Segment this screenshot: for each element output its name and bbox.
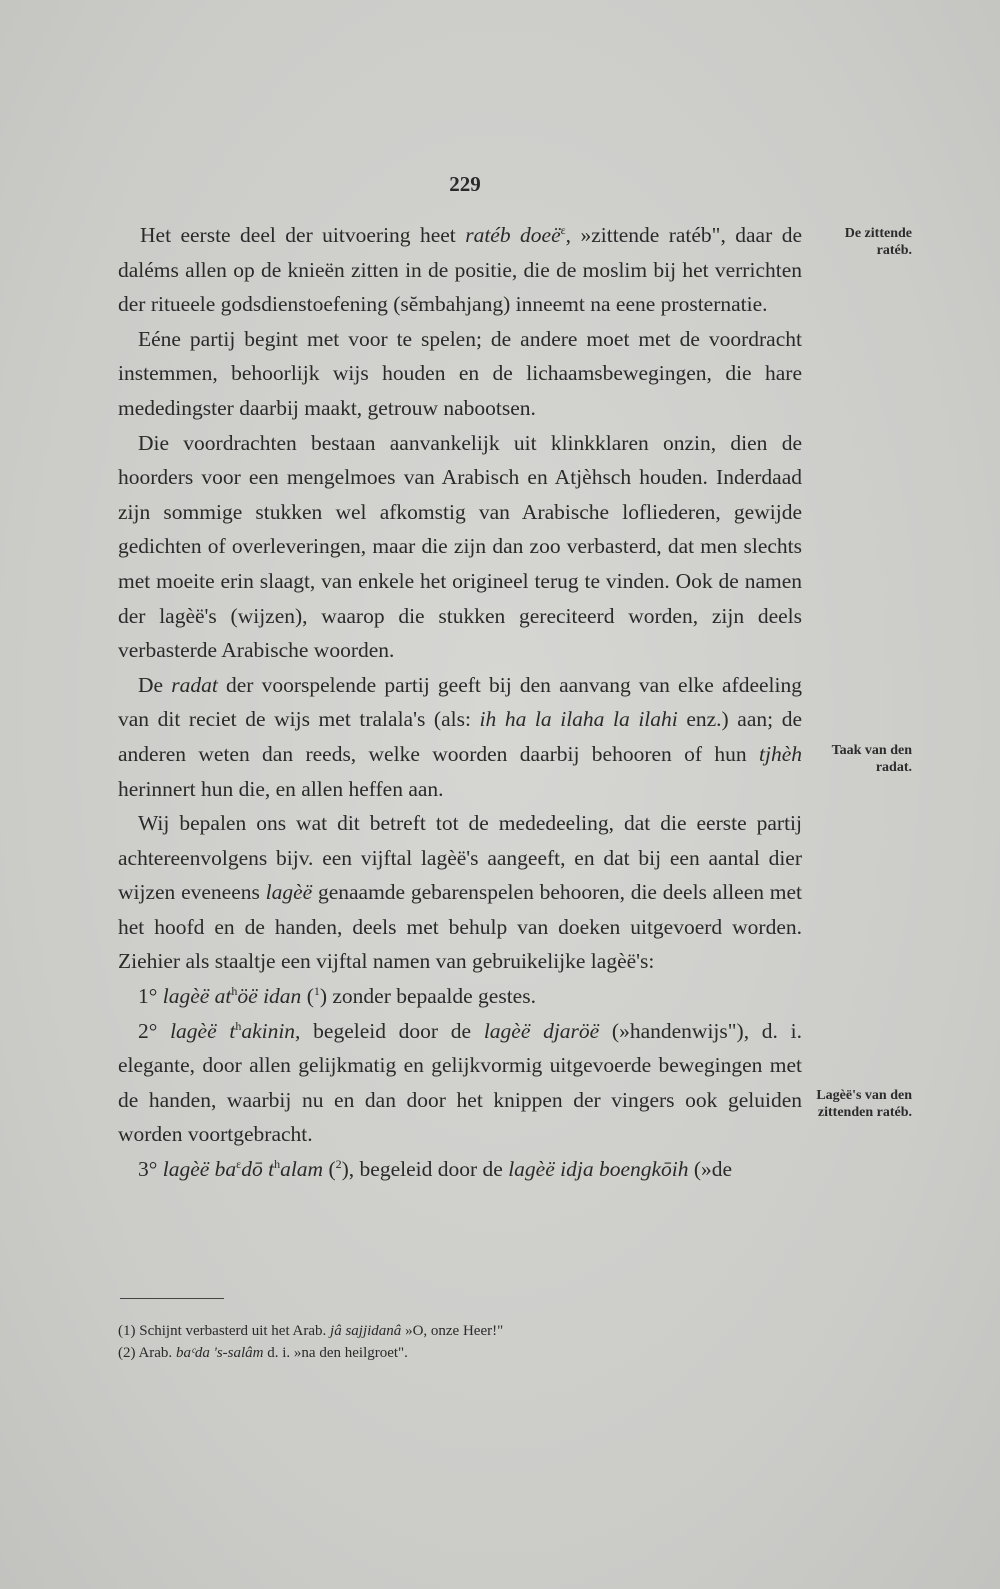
margin-note: Lagèë's van den zittenden ratéb. [816, 1088, 912, 1120]
list-item [118, 1014, 802, 1152]
margin-note: Taak van den radat. [831, 743, 912, 775]
text-run: ( [301, 984, 314, 1009]
paragraph [118, 218, 802, 322]
paragraph: Eéne partij begint met voor te spelen; de andere moet met de voordracht instemmen, behoorlijk wijs houden en de lichaamsbewegingen, die hare mededingster daarbij maakt, getrouw nabootsen. [118, 326, 802, 420]
superscript: h [235, 1018, 242, 1033]
superscript: ɛ [560, 222, 566, 237]
term-italic: akinin, [241, 1018, 301, 1043]
footnote [118, 1320, 802, 1342]
text-run: Wij bepalen ons wat dit betreft tot de mededeeling, dat die eerste partij achtereenvolgens bijv. een vijftal lagèë's aangeeft, en dat bij een aantal dier wijzen eveneens [118, 811, 802, 905]
text-run: ), begeleid door de [341, 1157, 509, 1182]
list-item [118, 979, 802, 1014]
footnotes [118, 1320, 802, 1364]
text-run: begeleid door de [300, 1018, 484, 1043]
text-run: ( [323, 1157, 336, 1182]
term-italic: lagèë idja boengkōih [508, 1157, 689, 1182]
text-run: der voorspelende partij geeft bij den aanvang van elke afdeeling van dit reciet de wijs met tralala's (als: [118, 672, 802, 732]
footnote [118, 1342, 802, 1364]
text-run: genaamde gebarenspelen behooren, die deels alleen met het hoofd en de handen, deels met behulp van doeken uitgevoerd worden. Ziehier als staaltje een vijftal namen van gebruikelijke lagèë's: [118, 880, 802, 974]
footnote-divider [120, 1298, 224, 1299]
text-run: Arab. [138, 1345, 176, 1361]
text-run: (»handenwijs"), d. i. elegante, door allen gelijkmatig en gelijkvormig uitgevoerde bewegingen met de handen, waarbij nu en dan door het knippen der vingers ook geluiden worden voortgebracht. [118, 1018, 802, 1147]
footnote-mark: (1) [118, 1323, 136, 1339]
text-run: Het eerste deel der uitvoering heet [140, 223, 466, 247]
text-run: herinnert hun die, en allen heffen aan. [118, 776, 444, 801]
superscript: h [231, 983, 238, 998]
term-italic: alam [280, 1157, 324, 1182]
term-italic: ih ha la ilaha la ilahi [479, 707, 678, 732]
term-italic: lagèë [265, 880, 313, 905]
term-italic: tjhèh [759, 741, 802, 766]
term-italic: öë idan [237, 984, 302, 1009]
term-italic: ratéb doeë [465, 223, 561, 247]
term-italic: baᶜda 's-salâm [175, 1345, 264, 1361]
margin-note: De zittende ratéb. [844, 226, 912, 258]
page-number: 229 [449, 172, 481, 196]
term-italic: radat [171, 672, 218, 697]
term-italic: jâ sajjidanâ [330, 1323, 402, 1339]
text-run: »O, onze Heer!" [401, 1323, 504, 1339]
text-run: De [138, 672, 172, 697]
paragraph [118, 668, 802, 806]
term-italic: lagèë djaröë [483, 1018, 600, 1043]
paragraph: Die voordrachten bestaan aanvankelijk uit klinkklaren onzin, dien de hoorders voor een mengelmoes van Arabisch en Atjèhsch houden. Inderdaad zijn sommige stukken wel afkomstig van Arabische lofliederen, gewijde gedichten of overleveringen, maar die zijn dan zoo verbasterd, dat men slechts met moeite erin slaagt, van enkele het origineel terug te vinden. Ook de namen der lagèë's (wijzen), waarop die stukken gereciteerd worden, zijn deels verbasterde Arabische woorden. [118, 430, 802, 663]
text-run: 3° [138, 1157, 163, 1182]
term-italic: dō t [241, 1157, 275, 1182]
paragraph [118, 806, 802, 979]
text-run: Schijnt verbasterd uit het Arab. [139, 1323, 331, 1339]
text-run: 2° [138, 1018, 171, 1043]
list-item [118, 1152, 802, 1187]
superscript: h [274, 1156, 281, 1171]
text-run: (»de [688, 1157, 733, 1182]
text-run: 1° [138, 984, 163, 1009]
footnote-mark: (2) [118, 1345, 136, 1361]
footnote-ref: 2 [335, 1156, 342, 1171]
body-text [118, 218, 802, 1187]
footnote-ref: 1 [313, 983, 320, 998]
term-italic: lagèë t [170, 1018, 236, 1043]
text-run: , »zittende ratéb", daar de daléms allen op de knieën zitten in de positie, die de moslim bij het verrichten der ritueele godsdienstoefening (sĕmbahjang) inneemt na eene prosternatie. [118, 223, 802, 317]
text-run: enz.) aan; de anderen weten dan reeds, welke woorden daarbij behooren of hun [118, 707, 802, 766]
superscript: ɛ [236, 1156, 242, 1171]
term-italic: lagèë at [162, 984, 232, 1009]
text-run: d. i. »na den heilgroet". [263, 1345, 408, 1361]
text-run: ) zonder bepaalde gestes. [319, 984, 536, 1009]
term-italic: lagèë ba [162, 1157, 237, 1182]
